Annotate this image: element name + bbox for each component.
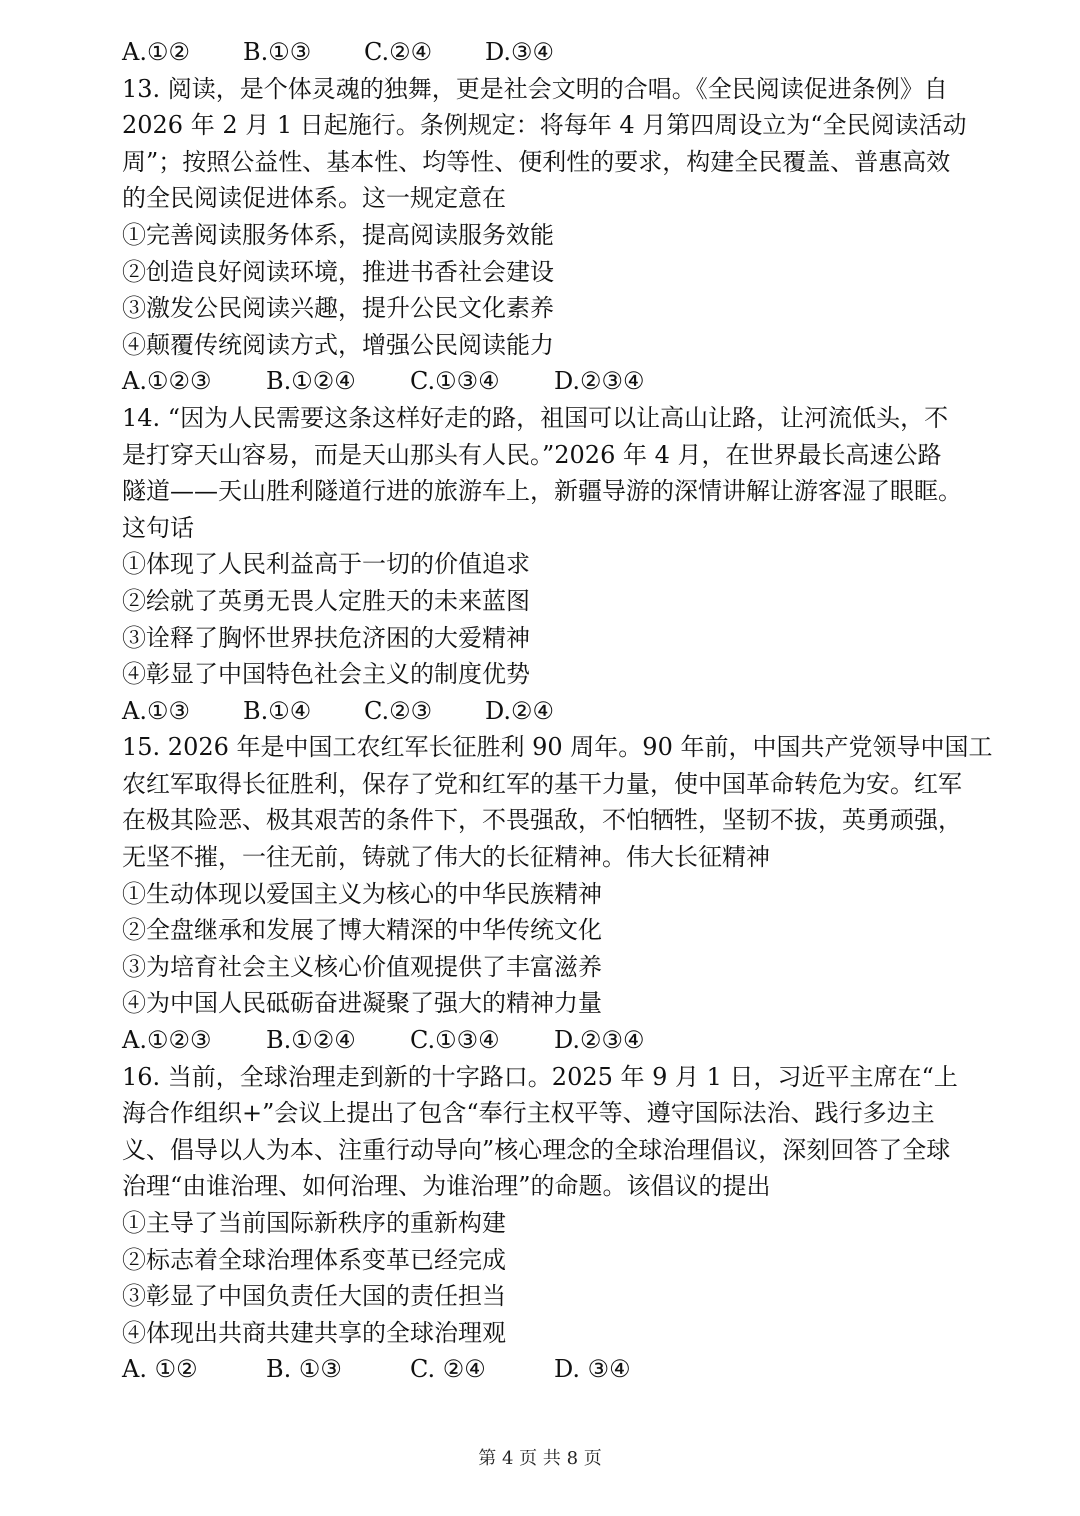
option-b: B.①③ <box>243 38 312 66</box>
q16-item: ④体现出共商共建共享的全球治理观 <box>122 1318 506 1347</box>
option-b: B. ①③ <box>266 1355 342 1384</box>
q16-item: ①主导了当前国际新秩序的重新构建 <box>122 1209 506 1237</box>
q15-item: ④为中国人民砥砺奋进凝聚了强大的精神力量 <box>122 989 602 1018</box>
q13-item: ④颠覆传统阅读方式，增强公民阅读能力 <box>122 330 554 359</box>
q16-options <box>122 1351 972 1388</box>
option-a: A.①② <box>122 38 190 66</box>
q16-stem-line: 治理“由谁治理、如何治理、为谁治理”的命题。该倡议的提出 <box>122 1172 771 1201</box>
option-a: A. ①② <box>122 1355 198 1384</box>
question-14 <box>122 400 972 729</box>
q15-item: ①生动体现以爱国主义为核心的中华民族精神 <box>122 879 602 908</box>
q12-options <box>122 34 972 71</box>
option-a: A.①③ <box>122 696 190 725</box>
q15-stem-line: 15. 2026 年是中国工农红军长征胜利 90 周年。90 年前，中国共产党领导中国工 <box>122 733 993 762</box>
q16-stem-line: 海合作组织+”会议上提出了包含“奉行主权平等、遵守国际法治、践行多边主 <box>122 1099 935 1128</box>
option-b: B.①②④ <box>266 367 356 396</box>
q13-stem-line: 13. 阅读，是个体灵魂的独舞，更是社会文明的合唱。《全民阅读促进条例》自 <box>122 74 948 103</box>
q16-item: ②标志着全球治理体系变革已经完成 <box>122 1245 506 1274</box>
q14-stem-line: 14. “因为人民需要这条这样好走的路，祖国可以让高山让路，让河流低头，不 <box>122 403 949 432</box>
q15-item: ②全盘继承和发展了博大精深的中华传统文化 <box>122 916 602 945</box>
q15-stem-line: 在极其险恶、极其艰苦的条件下，不畏强敌，不怕牺牲，坚韧不拔，英勇顽强， <box>122 806 962 835</box>
option-c: C.①③④ <box>410 367 500 396</box>
q14-stem-line: 隧道——天山胜利隧道行进的旅游车上，新疆导游的深情讲解让游客湿了眼眶。 <box>122 477 962 506</box>
q13-stem-line: 2026 年 2 月 1 日起施行。条例规定：将每年 4 月第四周设立为“全民阅读活动 <box>122 111 967 140</box>
q16-stem-line: 义、倡导以人为本、注重行动导向”核心理念的全球治理倡议，深刻回答了全球 <box>122 1135 951 1164</box>
option-d: D.③④ <box>485 38 555 66</box>
q16-item: ③彰显了中国负责任大国的责任担当 <box>122 1282 506 1311</box>
option-d: D.②③④ <box>554 1026 645 1055</box>
q14-item: ②绘就了英勇无畏人定胜天的未来蓝图 <box>122 586 530 615</box>
option-b: B.①④ <box>243 696 312 725</box>
q15-options <box>122 1022 972 1059</box>
q13-stem-line: 周”；按照公益性、基本性、均等性、便利性的要求，构建全民覆盖、普惠高效 <box>122 147 951 176</box>
q14-stem-line: 是打穿天山容易，而是天山那头有人民。”2026 年 4 月，在世界最长高速公路 <box>122 440 942 469</box>
option-a: A.①②③ <box>122 367 212 396</box>
q13-item: ①完善阅读服务体系，提高阅读服务效能 <box>122 220 554 249</box>
page-number-footer: 第 4 页 共 8 页 <box>478 1448 602 1469</box>
q13-item: ③激发公民阅读兴趣，提升公民文化素养 <box>122 294 554 323</box>
q14-item: ①体现了人民利益高于一切的价值追求 <box>122 550 530 579</box>
q13-stem-line: 的全民阅读促进体系。这一规定意在 <box>122 184 506 213</box>
q14-item: ③诠释了胸怀世界扶危济困的大爱精神 <box>122 623 530 652</box>
exam-page <box>122 34 993 1388</box>
q14-stem-line: 这句话 <box>122 513 194 542</box>
question-15 <box>122 729 993 1058</box>
option-d: D.②④ <box>485 696 555 725</box>
q15-item: ③为培育社会主义核心价值观提供了丰富滋养 <box>122 952 602 981</box>
question-16 <box>122 1059 972 1388</box>
q14-options <box>122 693 972 730</box>
option-c: C.②④ <box>364 38 433 66</box>
q15-stem-line: 农红军取得长征胜利，保存了党和红军的基干力量，使中国革命转危为安。红军 <box>122 769 962 798</box>
question-13 <box>122 71 972 400</box>
q13-item: ②创造良好阅读环境，推进书香社会建设 <box>122 257 554 286</box>
q15-stem-line: 无坚不摧，一往无前，铸就了伟大的长征精神。伟大长征精神 <box>122 843 770 872</box>
option-c: C.①③④ <box>410 1026 500 1055</box>
q14-item: ④彰显了中国特色社会主义的制度优势 <box>122 660 530 689</box>
option-d: D. ③④ <box>554 1355 631 1384</box>
option-d: D.②③④ <box>554 367 645 396</box>
option-c: C.②③ <box>364 696 433 725</box>
option-a: A.①②③ <box>122 1026 212 1055</box>
q16-stem-line: 16. 当前，全球治理走到新的十字路口。2025 年 9 月 1 日，习近平主席在“上 <box>122 1062 958 1091</box>
q13-options <box>122 363 972 400</box>
option-b: B.①②④ <box>266 1026 356 1055</box>
option-c: C. ②④ <box>410 1355 486 1384</box>
